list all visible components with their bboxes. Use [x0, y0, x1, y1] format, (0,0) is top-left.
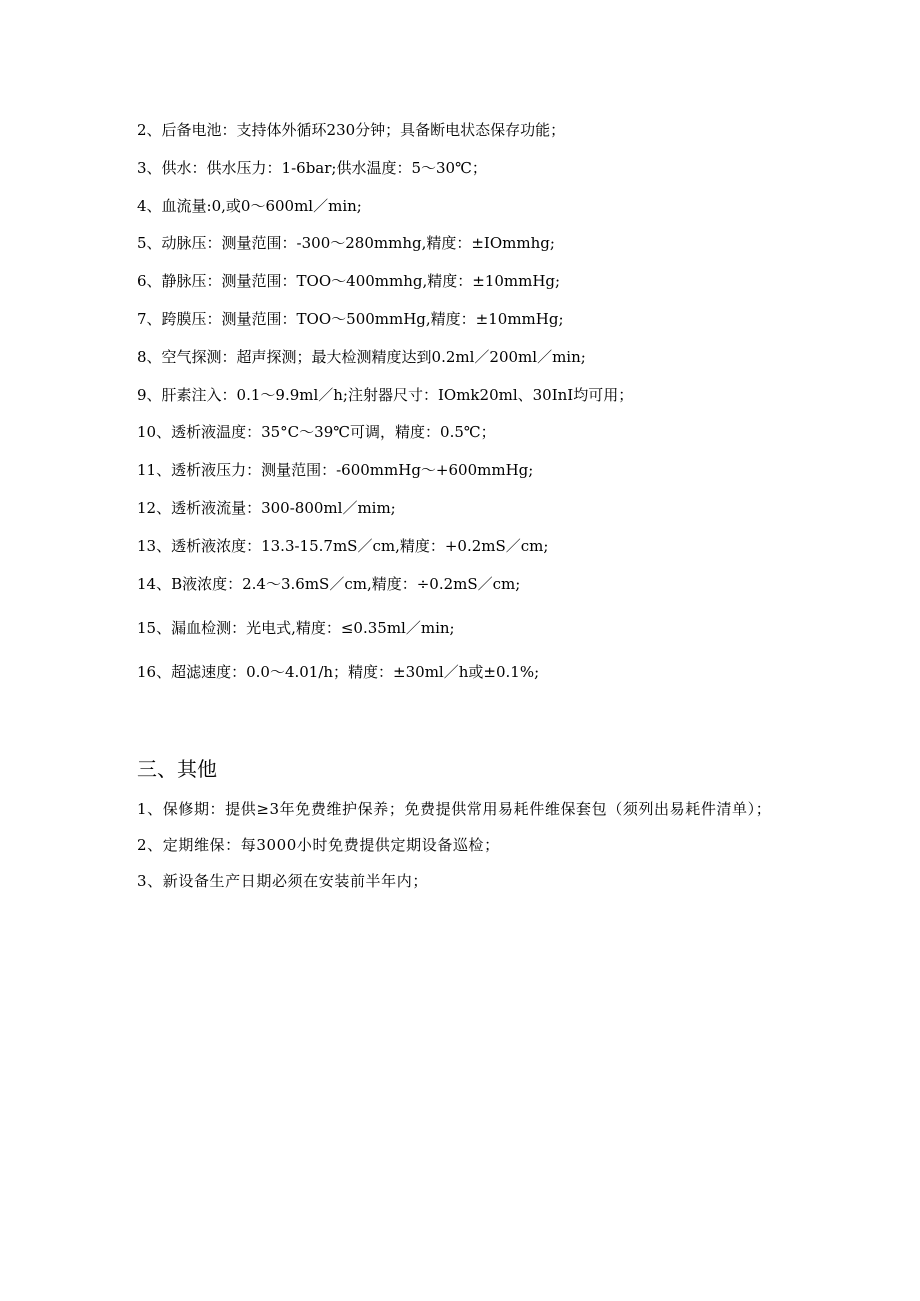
spec-item-backup-battery: 2、后备电池：支持体外循环230分钟；具备断电状态保存功能； — [137, 121, 566, 139]
spec-list — [137, 119, 837, 698]
spec-item-dialysate-concentration: 13、透析液浓度：13.3-15.7mS／cm,精度：+0.2mS／cm; — [137, 536, 549, 555]
spec-item-dialysate-pressure: 11、透析液压力：测量范围：-600mmHg～+600mmHg; — [137, 461, 534, 480]
spec-item-ultrafiltration-rate: 16、超滤速度：0.0～4.01/h；精度：±30ml／h或±0.1%; — [137, 662, 540, 681]
spec-item-transmembrane-pressure: 7、跨膜压：测量范围：TOO～500mmHg,精度：±10mmHg; — [137, 309, 564, 328]
spec-item-air-detection: 8、空气探测：超声探测；最大检测精度达到0.2ml／200ml／min; — [137, 347, 586, 366]
spec-item-dialysate-flow: 12、透析液流量：300-800ml／mim; — [137, 498, 396, 517]
spec-item-arterial-pressure: 5、动脉压：测量范围：-300～280mmhg,精度：±IOmmhg; — [137, 234, 555, 253]
other-item-warranty: 1、保修期：提供≥3年免费维护保养；免费提供常用易耗件维保套包（须列出易耗件清单）； — [137, 800, 772, 818]
spec-item-dialysate-temperature: 10、透析液温度：35°C～39℃可调，精度：0.5℃； — [137, 423, 496, 442]
other-item-production-date: 3、新设备生产日期必须在安装前半年内； — [137, 872, 428, 890]
spec-item-water-supply: 3、供水：供水压力：1-6bar;供水温度：5～30℃； — [137, 158, 487, 177]
spec-item-blood-leak: 15、漏血检测：光电式,精度：≤0.35ml／min; — [137, 618, 455, 637]
spec-item-blood-flow: 4、血流量:0,或0～600ml／min; — [137, 196, 362, 215]
spec-item-venous-pressure: 6、静脉压：测量范围：TOO～400mmhg,精度：±10mmHg; — [137, 272, 561, 291]
spec-item-b-concentration: 14、B液浓度：2.4～3.6mS／cm,精度：÷0.2mS／cm; — [137, 574, 521, 593]
section-title-other: 三、其他 — [137, 757, 217, 781]
other-item-maintenance: 2、定期维保：每3000小时免费提供定期设备巡检； — [137, 836, 500, 854]
other-list — [137, 795, 777, 903]
spec-item-heparin-injection: 9、肝素注入：0.1～9.9ml／h;注射器尺寸：IOmk20ml、30InI均可用； — [137, 385, 634, 404]
